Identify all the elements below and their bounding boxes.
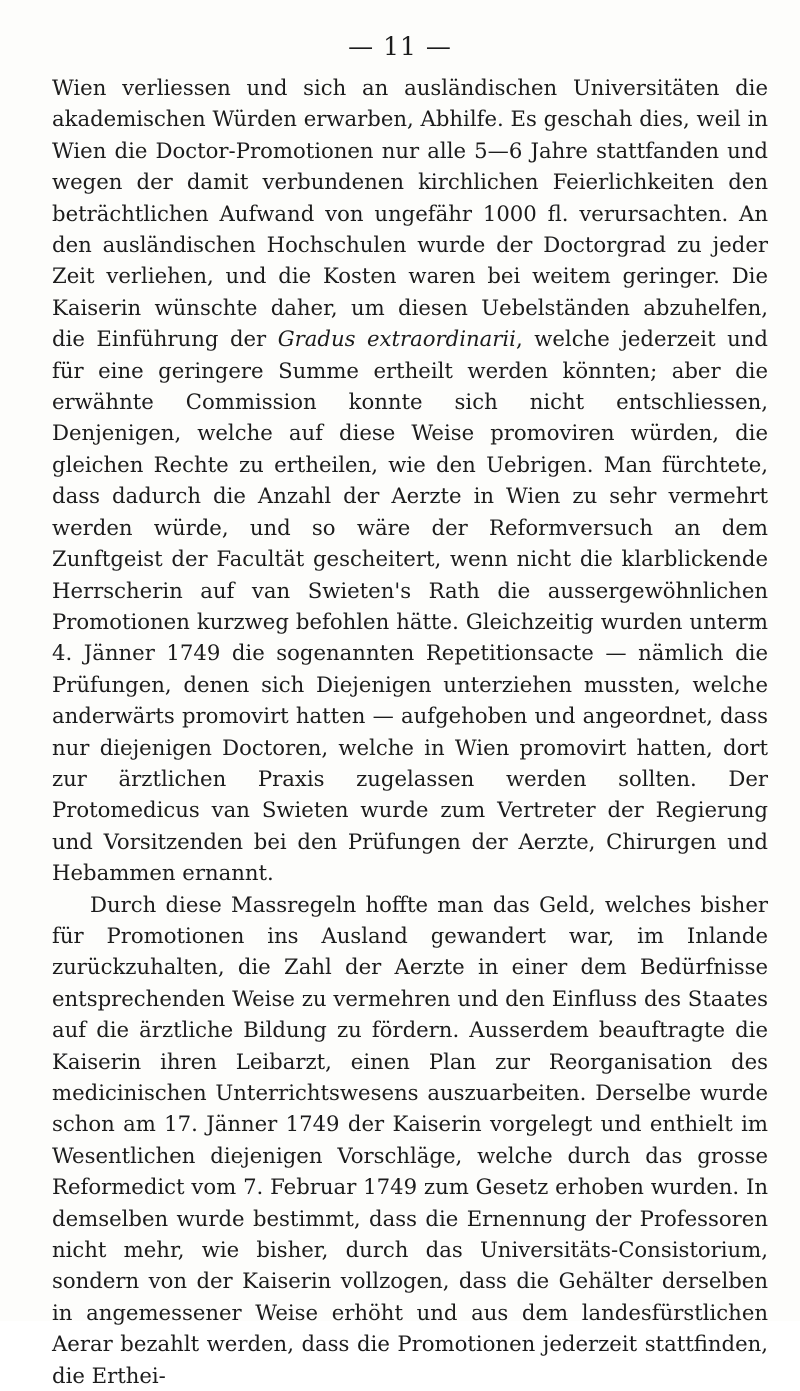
page-number: — 11 — [348,32,452,61]
paragraph-2: Durch diese Massregeln hoffte man das Geld, welches bisher für Promotionen ins Ausland gewandert war, im Inlande zurückzuhalten, die Zahl der Aerzte in einer dem Bedürfnisse entsprechenden Weise zu vermehren und den Einfluss des Staates auf die ärztliche Bildung zu fördern. Ausserdem beauftragte die Kaiserin ihren Leibarzt, einen Plan zur Reorganisation des medicinischen Unterrichtswesens auszuarbeiten. Derselbe wurde schon am 17. Jänner 1749 der Kaiserin vorgelegt und enthielt im Wesentlichen diejenigen Vorschläge, welche durch das grosse Reformedict vom 7. Februar 1749 zum Gesetz erhoben wurden. In demselben wurde bestimmt, dass die Ernennung der Professoren nicht mehr, wie bisher, durch das Universitäts-Consistorium, sondern von der Kaiserin vollzogen, dass die Gehälter derselben in angemessener Weise erhöht und aus dem landesfürstlichen Aerar bezahlt werden, dass die Promotionen jederzeit stattfinden, die Erthei- [52,891,768,1388]
paragraph-1-text-after: , welche jederzeit und für eine geringere Summe ertheilt werden könnten; aber die erwähnte Commission konnte sich nicht entschliessen, Denjenigen, welche auf diese Weise promoviren würden, die gleichen Rechte zu ertheilen, wie den Uebrigen. Man fürchtete, dass dadurch die Anzahl der Aerzte in Wien zu sehr vermehrt werden würde, und so wäre der Reformversuch an dem Zunftgeist der Facultät gescheitert, wenn nicht die klarblickende Herrscherin auf van Swieten's Rath die aussergewöhnlichen Promotionen kurzweg befohlen hätte. Gleichzeitig wurden unterm 4. Jänner 1749 die sogenannten Repetitionsacte — nämlich die Prüfungen, denen sich Diejenigen unterziehen mussten, welche anderwärts promovirt hatten — aufgehoben und angeordnet, dass nur diejenigen Doctoren, welche in Wien promovirt hatten, dort zur ärztlichen Praxis zugelassen werden sollten. Der Protomedicus van Swieten wurde zum Vertreter der Regierung und Vorsitzenden bei den Prüfungen der Aerzte, Chirurgen und Hebammen ernannt. [52,326,768,886]
page-body [52,72,768,1391]
paragraph-1 [52,72,768,889]
paragraph-1-text-before: Wien verliessen und sich an ausländischen Universitäten die akademischen Würden erwarben, Abhilfe. Es geschah dies, weil in Wien die Doctor-Promotionen nur alle 5—6 Jahre stattfanden und wegen der damit verbundenen kirchlichen Feierlichkeiten den beträchtlichen Aufwand von ungefähr 1000 fl. verursachten. An den ausländischen Hochschulen wurde der Doctorgrad zu jeder Zeit verliehen, und die Kosten waren bei weitem geringer. Die Kaiserin wünschte daher, um diesen Uebelständen abzuhelfen, die Einführung der [52,75,768,352]
paragraph-1-emphasis: Gradus extraordinarii [277,326,516,352]
